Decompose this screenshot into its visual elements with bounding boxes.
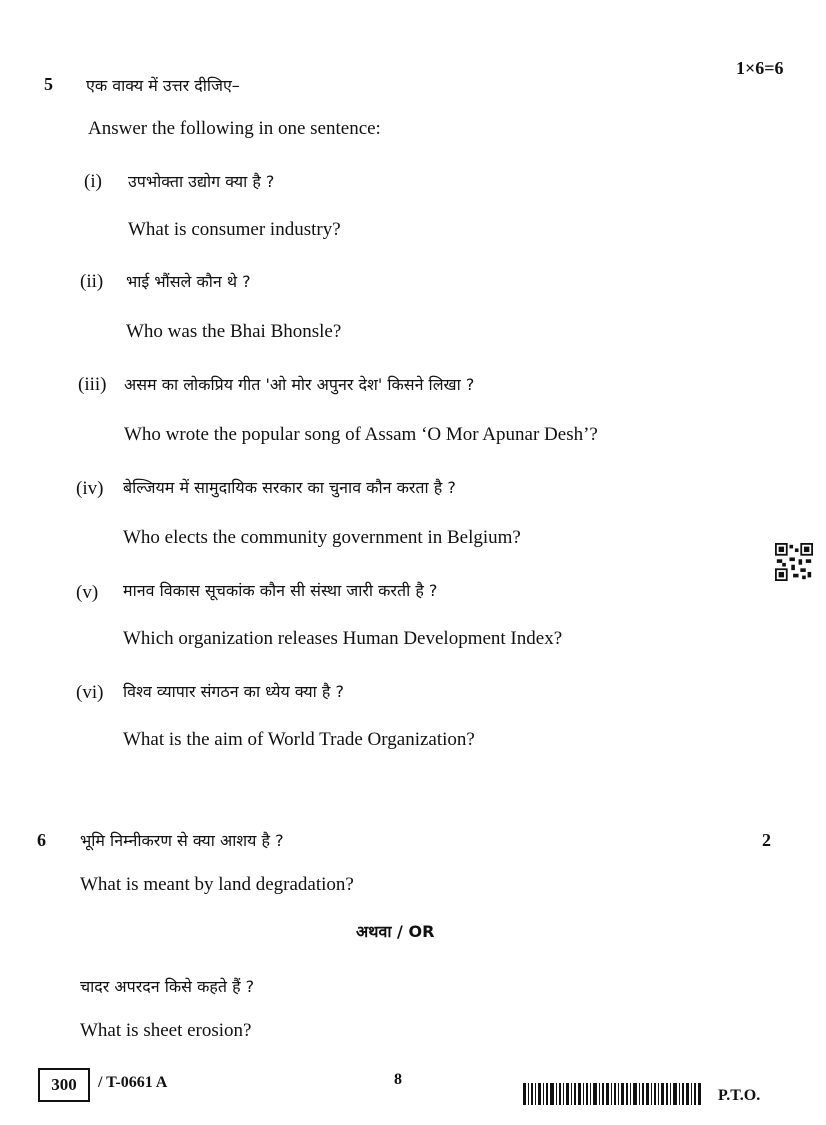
question-5-marks: 1×6=6 bbox=[736, 58, 784, 78]
question-5-number: 5 bbox=[44, 74, 53, 94]
paper-code: / T-0661 A bbox=[98, 1074, 168, 1091]
subquestion-english: What is the aim of World Trade Organization? bbox=[123, 729, 475, 750]
subquestion-hindi: असम का लोकप्रिय गीत 'ओ मोर अपुनर देश' किसने लिखा ? bbox=[124, 375, 475, 394]
subquestion-english: Who was the Bhai Bhonsle? bbox=[126, 321, 342, 342]
qr-code-icon bbox=[775, 543, 813, 581]
question-6-alternative-hindi: चादर अपरदन किसे कहते हैं ? bbox=[80, 977, 255, 996]
paper-code-box: 300 bbox=[38, 1068, 90, 1102]
question-6-marks: 2 bbox=[762, 830, 771, 850]
barcode-icon bbox=[523, 1083, 703, 1105]
subquestion-english: What is consumer industry? bbox=[128, 219, 341, 240]
subquestion-hindi: मानव विकास सूचकांक कौन सी संस्था जारी करती है ? bbox=[123, 581, 438, 600]
question-6-english: What is meant by land degradation? bbox=[80, 874, 354, 895]
subquestion-english: Which organization releases Human Development Index? bbox=[123, 628, 563, 649]
question-5-instruction-english: Answer the following in one sentence: bbox=[88, 118, 381, 139]
question-6-alternative-english: What is sheet erosion? bbox=[80, 1020, 252, 1041]
subquestion-hindi: भाई भौंसले कौन थे ? bbox=[126, 272, 251, 291]
subquestion-number: (iii) bbox=[78, 374, 107, 395]
or-separator: अथवा / OR bbox=[356, 922, 435, 941]
question-6-hindi: भूमि निम्नीकरण से क्या आशय है ? bbox=[80, 831, 284, 850]
question-5-instruction-hindi: एक वाक्य में उत्तर दीजिए– bbox=[86, 76, 240, 95]
subquestion-number: (vi) bbox=[76, 682, 104, 703]
subquestion-hindi: बेल्जियम में सामुदायिक सरकार का चुनाव कौन करता है ? bbox=[123, 478, 456, 497]
pto-label: P.T.O. bbox=[718, 1087, 761, 1104]
subquestion-hindi: विश्व व्यापार संगठन का ध्येय क्या है ? bbox=[123, 682, 344, 701]
subquestion-number: (v) bbox=[76, 582, 99, 603]
subquestion-number: (ii) bbox=[80, 271, 104, 292]
subquestion-english: Who elects the community government in Belgium? bbox=[123, 527, 521, 548]
page-number: 8 bbox=[394, 1071, 402, 1088]
subquestion-number: (iv) bbox=[76, 478, 104, 499]
subquestion-english: Who wrote the popular song of Assam ‘O Mor Apunar Desh’? bbox=[124, 424, 598, 445]
subquestion-number: (i) bbox=[84, 171, 102, 192]
subquestion-hindi: उपभोक्ता उद्योग क्या है ? bbox=[128, 172, 275, 191]
question-6-number: 6 bbox=[37, 830, 46, 850]
